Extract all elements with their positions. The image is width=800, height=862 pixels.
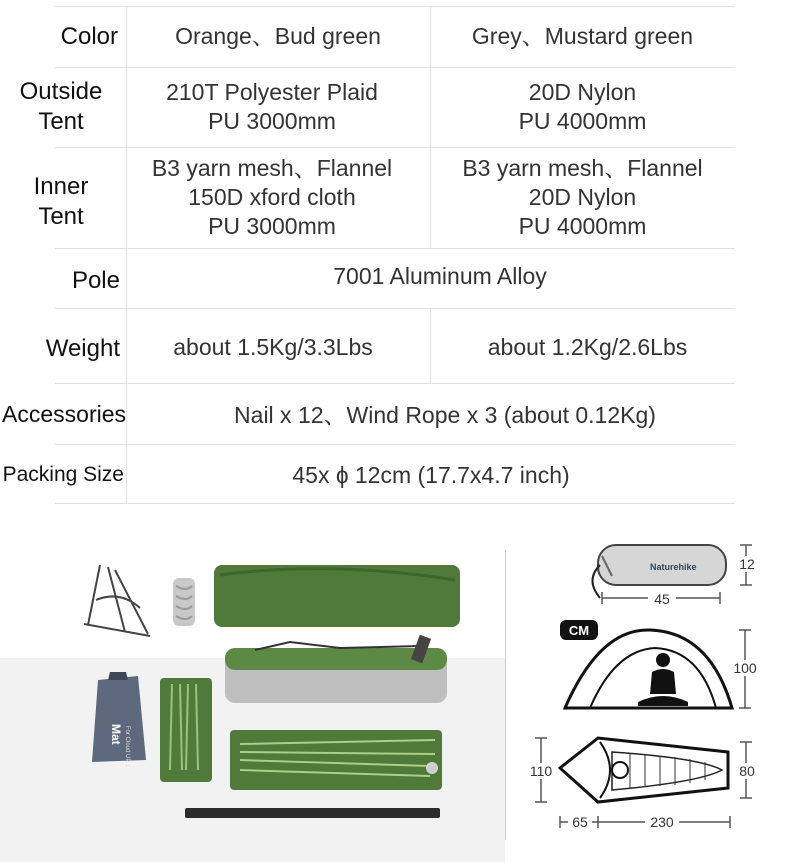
value-line: about 1.2Kg/2.6Lbs bbox=[487, 333, 688, 360]
value-cell bbox=[126, 444, 736, 506]
dimension-diagram bbox=[505, 530, 800, 862]
value-line: B3 yarn mesh、Flannel bbox=[462, 155, 703, 181]
vestibule-length-label: 65 bbox=[572, 814, 588, 830]
row-label-line: Tent bbox=[38, 203, 84, 230]
pack-diameter-label: 12 bbox=[739, 556, 755, 572]
spec-row-inner-tent bbox=[0, 147, 800, 248]
inner-tent-icon bbox=[225, 635, 447, 703]
tent-side-view-icon bbox=[565, 630, 732, 708]
unit-badge-text: CM bbox=[568, 623, 590, 638]
pole-bag-icon bbox=[160, 678, 212, 782]
value-line: 210T Polyester Plaid bbox=[166, 79, 378, 105]
row-label-line: Outside bbox=[19, 78, 103, 105]
tent-height-label: 100 bbox=[733, 660, 757, 676]
value-cell bbox=[126, 308, 420, 386]
value-cell bbox=[430, 67, 735, 147]
value-cell bbox=[126, 248, 754, 304]
row-label-line: Weight bbox=[45, 335, 120, 362]
value-line: 7001 Aluminum Alloy bbox=[333, 262, 547, 289]
value-line: 45x ɸ 12cm (17.7x4.7 inch) bbox=[292, 461, 570, 488]
value-cell bbox=[430, 6, 735, 67]
value-cell bbox=[430, 308, 745, 386]
value-cell bbox=[430, 147, 735, 248]
guy-rope-icon bbox=[173, 578, 195, 626]
strap-icon bbox=[185, 808, 440, 818]
value-cell bbox=[126, 6, 430, 67]
floor-length-label: 230 bbox=[650, 814, 674, 830]
row-label-line: Tent bbox=[38, 108, 84, 135]
value-cell bbox=[126, 67, 418, 147]
value-line: B3 yarn mesh、Flannel bbox=[151, 155, 393, 181]
value-line: PU 4000mm bbox=[518, 108, 647, 134]
row-label bbox=[0, 444, 124, 506]
stakes-bundle-icon bbox=[84, 565, 150, 636]
row-label bbox=[0, 147, 122, 257]
value-line: Grey、Mustard green bbox=[471, 23, 694, 49]
pack-length-label: 45 bbox=[654, 591, 670, 607]
spec-row-color bbox=[0, 6, 800, 67]
value-line: PU 3000mm bbox=[208, 108, 336, 134]
poles-icon bbox=[230, 730, 442, 790]
row-label-line: Packing Size bbox=[2, 463, 124, 486]
value-line: Orange、Bud green bbox=[175, 23, 381, 49]
mat-bag-label: Mat bbox=[109, 724, 123, 745]
value-line: 20D Nylon bbox=[528, 184, 637, 210]
value-line: PU 4000mm bbox=[518, 213, 647, 239]
value-line: Nail x 12、Wind Rope x 3 (about 0.12Kg) bbox=[234, 401, 656, 428]
value-cell bbox=[126, 147, 418, 248]
row-label-line: Inner bbox=[33, 173, 89, 200]
row-label bbox=[0, 308, 120, 390]
spec-row-accessories bbox=[0, 383, 800, 444]
row-label bbox=[0, 248, 120, 314]
spec-row-pole bbox=[0, 248, 800, 308]
value-line: PU 3000mm bbox=[208, 213, 336, 239]
value-line: 150D xford cloth bbox=[188, 184, 356, 210]
row-label-line: Accessories bbox=[2, 400, 126, 427]
mat-bag-icon bbox=[92, 672, 146, 768]
value-cell bbox=[126, 383, 764, 447]
spec-row-outside-tent bbox=[0, 67, 800, 147]
value-line: 20D Nylon bbox=[528, 79, 637, 105]
row-label-line: Pole bbox=[71, 267, 120, 294]
mat-bag-sublabel: For Cloud UP 1 bbox=[124, 726, 130, 768]
row-label bbox=[0, 383, 126, 444]
row-label bbox=[0, 6, 118, 67]
row-label-line: Color bbox=[60, 22, 118, 50]
tent-floor-plan-icon bbox=[560, 738, 728, 802]
row-label bbox=[0, 67, 122, 147]
spec-row-packing-size bbox=[0, 444, 800, 503]
spec-row-weight bbox=[0, 308, 800, 383]
bag-brand-text: Naturehike bbox=[650, 562, 697, 572]
floor-foot-width-label: 80 bbox=[739, 763, 755, 779]
floor-head-width-label: 110 bbox=[529, 763, 553, 779]
value-line: about 1.5Kg/3.3Lbs bbox=[173, 333, 373, 360]
